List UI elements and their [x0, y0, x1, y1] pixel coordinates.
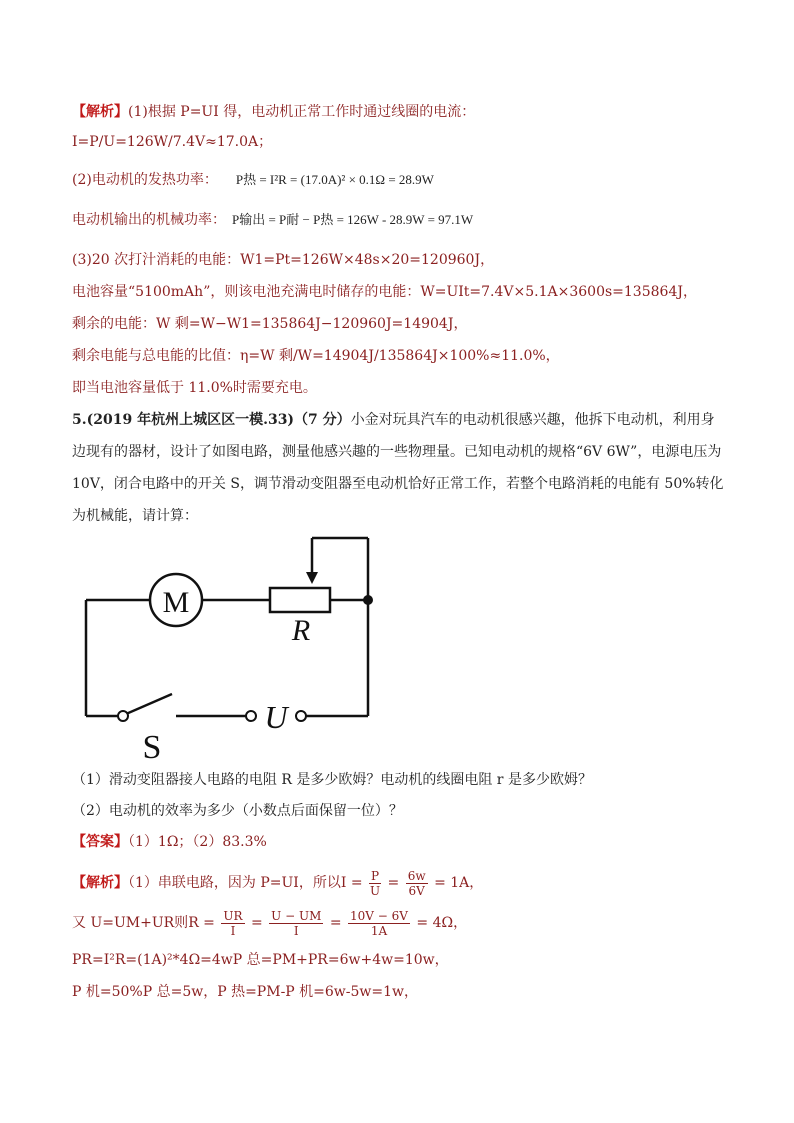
fraction-ur-over-i: $\frac{UR}{I}$ [223, 908, 243, 938]
resistor-symbol [270, 588, 330, 612]
analysis-line-3 [72, 170, 434, 190]
analysis2-line-1: 【解析】（1）串联电路，因为 P=UI，所以I = $\frac{P}{U}$ = $\frac{6w}{6V}$ = 1A， [72, 868, 484, 898]
question-head: 5.(2019 年杭州上城区区一模.33)（7 分） [72, 412, 351, 428]
analysis2-line-3: PR=I²R=(1A)²*4Ω=4wP 总=PM+PR=6w+4w=10w， [72, 952, 449, 968]
analysis-line-4 [72, 210, 473, 230]
source-terminal-right [296, 711, 306, 721]
analysis-tag: 【解析】 [72, 104, 128, 120]
source-label: U [264, 699, 288, 735]
answer-tag: 【答案】 [72, 834, 128, 850]
question-body: 小金对玩具汽车的电动机很感兴趣，他拆下电动机，利用身边现有的器材，设计了如图电路，测量他感兴趣的一些物理量。已知电动机的规格“6V 6W”，电源电压为 10V，闭合电路中的开关 S，调节滑动变阻器至电动机恰好正常工作，若整个电路消耗的电能有 50%转化为机械能，请计算： [72, 412, 724, 524]
analysis-text: (1)根据 P=UI 得，电动机正常工作时通过线圈的电流： [128, 104, 476, 120]
analysis-line-5: (3)20 次打汁消耗的电能：W1=Pt=126W×48s×20=120960J， [72, 252, 495, 268]
mech-power-formula: P输出 = P耐 − P热 = 126W - 28.9W = 97.1W [232, 212, 474, 227]
circuit-diagram [70, 528, 390, 768]
fraction-u-minus-um-over-i: $\frac{U - UM}{I}$ [271, 908, 322, 938]
analysis-line-2: I=P/U=126W/7.4V≈17.0A； [72, 134, 273, 150]
heat-power-label: (2)电动机的发热功率： [72, 172, 218, 188]
analysis2-line-4: P 机=50%P 总=5w，P 热=PM-P 机=6w-5w=1w， [72, 984, 419, 1000]
fraction-4v-over-1a: $\frac{10V - 6V}{1A}$ [350, 908, 408, 938]
junction-node [363, 595, 373, 605]
slider-arrow [306, 572, 318, 584]
sub-question-1: （1）滑动变阻器接人电路的电阻 R 是多少欧姆？电动机的线圈电阻 r 是多少欧姆？ [72, 772, 592, 788]
analysis-line-1 [72, 102, 475, 122]
question-5 [72, 404, 728, 532]
sub-question-2: （2）电动机的效率为多少（小数点后面保留一位）？ [72, 803, 403, 819]
answer-text: （1）1Ω；（2）83.3% [128, 834, 267, 850]
heat-power-formula: P热 = I²R = (17.0A)² × 0.1Ω = 28.9W [235, 172, 434, 187]
analysis-line-6: 电池容量“5100mAh”，则该电池充满电时储存的电能：W=UIt=7.4V×5.1A×3600s=135864J， [72, 284, 697, 300]
answer-line [72, 832, 267, 852]
motor-label: M [162, 586, 190, 619]
analysis-line-7: 剩余的电能：W 剩=W−W1=135864J−120960J=14904J， [72, 316, 468, 332]
analysis2-tag: 【解析】 [72, 875, 128, 891]
analysis-line-8: 剩余电能与总电能的比值：η=W 剩/W=14904J/135864J×100%≈11.0%， [72, 348, 560, 364]
analysis-line-9: 即当电池容量低于 11.0%时需要充电。 [72, 380, 317, 396]
analysis2-line-2: 又 U=UM+UR则R = $\frac{UR}{I}$ = $\frac{U - UM}{I}$ = $\frac{10V - 6V}{1A}$ = 4Ω， [72, 908, 468, 938]
switch-terminal-left [118, 711, 128, 721]
switch-terminal-right [246, 711, 256, 721]
switch-label: S [142, 729, 162, 766]
resistor-label: R [291, 614, 311, 647]
mech-power-label: 电动机输出的机械功率： [72, 212, 226, 228]
fraction-p-over-u: $\frac{P}{U}$ [369, 868, 381, 898]
fraction-6w-over-6v: $\frac{6w}{6V}$ [407, 868, 426, 898]
